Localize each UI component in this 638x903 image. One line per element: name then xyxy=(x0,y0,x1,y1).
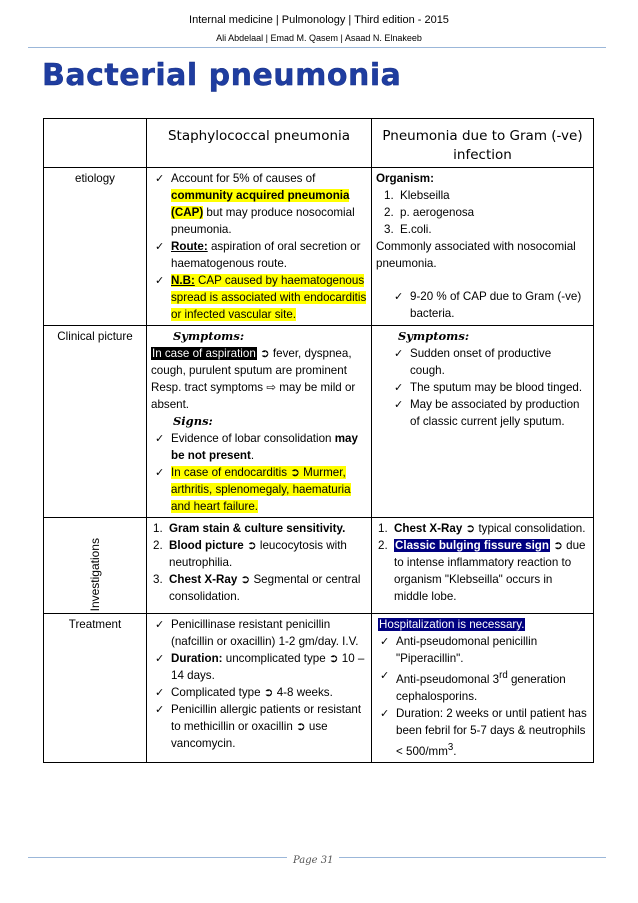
list-item: 2. Blood picture ➲ leucocytosis with neutrophilia. xyxy=(153,539,347,569)
list-item: ✓ Route: aspiration of oral secretion or haematogenous route. xyxy=(151,238,367,272)
list-item: ✓ Sudden onset of productive cough. xyxy=(390,345,589,379)
running-header-authors: Ali Abdelaal | Emad M. Qasem | Asaad N. Elnakeeb xyxy=(216,33,422,43)
list-item: ✓ Evidence of lobar consolidation may be not present. xyxy=(151,430,367,464)
list-item: 1. Chest X-Ray ➲ typical consolidation. xyxy=(378,522,586,535)
list-item: ✓ Complicated type ➲ 4-8 weeks. xyxy=(151,684,367,701)
list-item: ✓ The sputum may be blood tinged. xyxy=(390,379,589,396)
etiology-staph-cell xyxy=(147,168,372,326)
row-label-clinical: Clinical picture xyxy=(44,326,147,518)
table-row xyxy=(44,518,594,614)
list-item: ✓ Duration: uncomplicated type ➲ 10 – 14 days. xyxy=(151,650,367,684)
column-header-staph: Staphylococcal pneumonia xyxy=(147,119,372,168)
list-item: ✓ Penicillin allergic patients or resistant to methicillin or oxacillin ➲ use vancomycin. xyxy=(151,701,367,752)
header-divider xyxy=(28,47,606,48)
clinical-gram-cell: Symptoms: ✓ Sudden onset of productive cough. ✓ The sputum may be blood tinged. ✓ May be associated by production of classic current jelly sputum. xyxy=(372,326,594,518)
list-item: 3. E.coli. xyxy=(384,223,432,236)
page-number: Page 31 xyxy=(287,855,339,866)
list-item: 3. Chest X-Ray ➲ Segmental or central consolidation. xyxy=(153,573,361,603)
list-item: ✓ N.B: CAP caused by haematogenous spread is associated with endocarditis or infected vascular site. xyxy=(151,272,367,323)
list-item: 1. Klebseilla xyxy=(384,189,450,202)
list-item: 2. p. aerogenosa xyxy=(384,206,475,219)
treat-gram-cell xyxy=(372,614,594,763)
list-item: ✓ Anti-pseudomonal penicillin "Piperacillin". xyxy=(376,633,589,667)
invest-staph-cell xyxy=(147,518,372,614)
running-header-title: Internal medicine | Pulmonology | Third edition - 2015 xyxy=(189,14,449,26)
hospitalization-note: Hospitalization is necessary. xyxy=(379,618,525,632)
list-item: ✓ Anti-pseudomonal 3rd generation cephalosporins. xyxy=(376,667,589,705)
table-row xyxy=(44,614,594,763)
table-row xyxy=(44,326,594,518)
list-item: ✓ In case of endocarditis ➲ Murmer, arthritis, splenomegaly, haematuria and heart failure. xyxy=(151,464,367,515)
table-header-row xyxy=(44,119,594,168)
clinical-staph-cell: Symptoms: In case of aspiration ➲ fever, dyspnea, cough, purulent sputum are prominent Resp. tract symptoms ⇨ may be mild or absent. Signs: ✓ Evidence of lobar consolidation may be not present. ✓ In case of endocarditis ➲ Murmer, arthritis, splenomegaly, haematuria and heart failure. xyxy=(147,326,372,518)
row-label-investigations: Investigations xyxy=(44,518,147,614)
list-item: 2. Classic bulging fissure sign ➲ due to intense inflammatory reaction to organism "Klebseilla" occurs in middle lobe. xyxy=(378,539,586,603)
comparison-table xyxy=(43,118,594,763)
empty-header-cell xyxy=(44,119,147,168)
invest-gram-cell xyxy=(372,518,594,614)
table-row xyxy=(44,168,594,326)
treat-staph-cell xyxy=(147,614,372,763)
row-label-etiology: etiology xyxy=(44,168,147,326)
list-item: ✓ 9-20 % of CAP due to Gram (-ve) bacteria. xyxy=(390,288,589,322)
list-item: ✓ May be associated by production of classic current jelly sputum. xyxy=(390,396,589,430)
list-item: ✓ Account for 5% of causes of community acquired pneumonia (CAP) but may produce nosocomial pneumonia. xyxy=(151,170,367,238)
list-item: 1. Gram stain & culture sensitivity. xyxy=(153,522,346,535)
list-item: ✓ Duration: 2 weeks or until patient has been febril for 5-7 days & neutrophils < $500/mm^3$. xyxy=(376,705,589,760)
etiology-gram-cell: Organism: 1. Klebseilla 2. p. aerogenosa 3. E.coli. Commonly associated with nosocomial pneumonia. ✓ 9-20 % of CAP due to Gram (-ve) bacteria. xyxy=(372,168,594,326)
column-header-gram: Pneumonia due to Gram (-ve) infection xyxy=(372,119,594,168)
list-item: ✓ Penicillinase resistant penicillin (nafcillin or oxacillin) 1-2 gm/day. I.V. xyxy=(151,616,367,650)
row-label-treatment: Treatment xyxy=(44,614,147,763)
page-title: Bacterial pneumonia xyxy=(42,58,402,93)
